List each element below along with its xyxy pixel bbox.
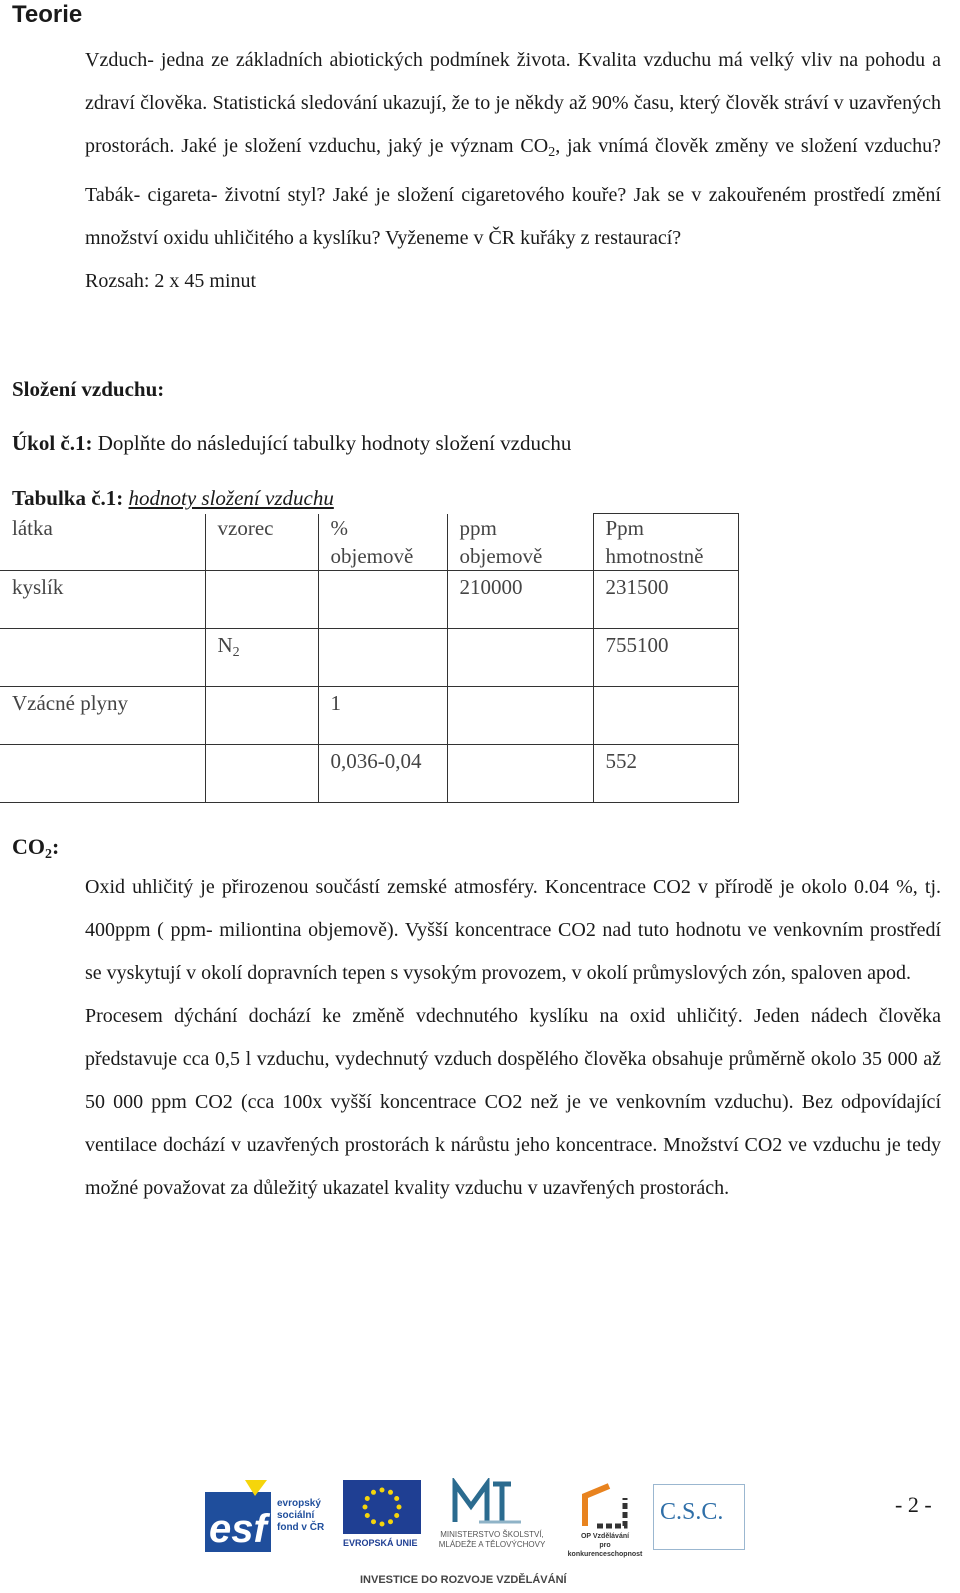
page-heading: Teorie [12, 1, 83, 28]
footer-slogan: INVESTICE DO ROZVOJE VZDĚLÁVÁNÍ [360, 1574, 567, 1586]
table-cell: 231500 [593, 571, 738, 629]
table-row [0, 687, 738, 745]
intro-text: Vzduch- jedna ze základních abiotických podmínek života. Kvalita vzduchu má velký vliv na pohodu a zdraví člověka. Statistická sledování ukazují, že to je někdy až 90% času, který člověk stráví v uzavřených prostorách. Jaké je složení vzduchu, jaký je význam $CO_2$, jak vnímá člověk změny ve složení vzduchu? Tabák- cigareta- životní styl? Jaké je složení cigaretového kouře? Jak se v zakouřeném prostředí změní množství oxidu uhličitého a kyslíku? Vyženeme v ČR kuřáky z restaurací? [85, 49, 942, 249]
svg-text:esf: esf [209, 1507, 267, 1551]
table-cell [205, 687, 318, 745]
msmt-logo: MINISTERSTVO ŠKOLSTVÍ, MLÁDEŽE A TĚLOVÝCHOVY [427, 1478, 557, 1556]
co2-heading: $CO_2$: [12, 834, 60, 862]
air-composition-table [0, 513, 739, 803]
table-header-row [0, 514, 738, 571]
co2-text [85, 866, 941, 1210]
table-cell [205, 571, 318, 629]
page-number: - 2 - [895, 1492, 932, 1517]
table-cell [318, 571, 447, 629]
esf-logo: esf evropský sociální fond v ČR [205, 1478, 335, 1556]
table-cell [447, 745, 593, 803]
table-cell [447, 629, 593, 687]
intro-range: Rozsah: 2 x 45 minut [85, 270, 257, 292]
msmt-mark-icon [449, 1478, 529, 1528]
table-caption [12, 484, 334, 512]
header-cell: Ppm hmotnostně [593, 514, 738, 571]
table-cell [205, 745, 318, 803]
co2-paragraph: Oxid uhličitý je přirozenou součástí zemské atmosféry. Koncentrace CO2 v přírodě je okolo 0.04 %, tj. 400ppm ( ppm- miliontina objemově). Vyšší koncentrace CO2 nad tuto hodnotu ve venkovním prostředí se vyskytují v okolí dopravních tepen s vysokým provozem, v okolí průmyslových zón, spaloven apod. [85, 876, 941, 984]
table-cell: 210000 [447, 571, 593, 629]
table-cell [318, 629, 447, 687]
table-cell: 0,036-0,04 [318, 745, 447, 803]
table-cell: Vzácné plyny [0, 687, 205, 745]
table-row [0, 571, 738, 629]
op-mark-icon [579, 1482, 633, 1530]
table-cell [0, 629, 205, 687]
table-caption-name: hodnoty složení vzduchu [128, 486, 334, 510]
csc-logo: C.S.C. [653, 1484, 745, 1550]
eu-flag-icon [343, 1480, 421, 1534]
table-cell [0, 745, 205, 803]
table-row [0, 745, 738, 803]
section-title: Složení vzduchu: [12, 377, 165, 401]
table-cell-formula: $N_2$ [205, 629, 318, 687]
header-cell: ppm objemově [447, 514, 593, 571]
table-caption-label: Tabulka č.1: [12, 486, 124, 510]
header-cell: % objemově [318, 514, 447, 571]
op-logo: OP Vzdělávání pro konkurenceschopnost [565, 1482, 645, 1556]
table-cell: 552 [593, 745, 738, 803]
table-cell [447, 687, 593, 745]
task-label: Úkol č.1: [12, 431, 93, 455]
co2-paragraph: Procesem dýchání dochází ke změně vdechnutého kyslíku na oxid uhličitý. Jeden nádech člověka představuje cca 0,5 l vzduchu, vydechnutý vzduch dospělého člověka obsahuje průměrně okolo 35 000 až 50 000 ppm CO2 (cca 100x vyšší koncentrace CO2 než je ve venkovním vzduchu). Bez odpovídající ventilace dochází v uzavřených prostorách k nárůstu jeho koncentrace. Množství CO2 ve vzduchu je tedy možné považovat za důležitý ukazatel kvality vzduchu v uzavřených prostorách. [85, 1005, 941, 1199]
task-text: Doplňte do následující tabulky hodnoty složení vzduchu [92, 431, 572, 455]
table-cell: kyslík [0, 571, 205, 629]
task-line [12, 429, 571, 457]
table-row [0, 629, 738, 687]
footer-logos [205, 1478, 745, 1593]
table-cell: 1 [318, 687, 447, 745]
header-cell: vzorec [205, 514, 318, 571]
intro-paragraph [85, 39, 941, 303]
header-cell: látka [0, 514, 205, 571]
table-cell: 755100 [593, 629, 738, 687]
table-cell [593, 687, 738, 745]
eu-logo: EVROPSKÁ UNIE [343, 1480, 423, 1554]
